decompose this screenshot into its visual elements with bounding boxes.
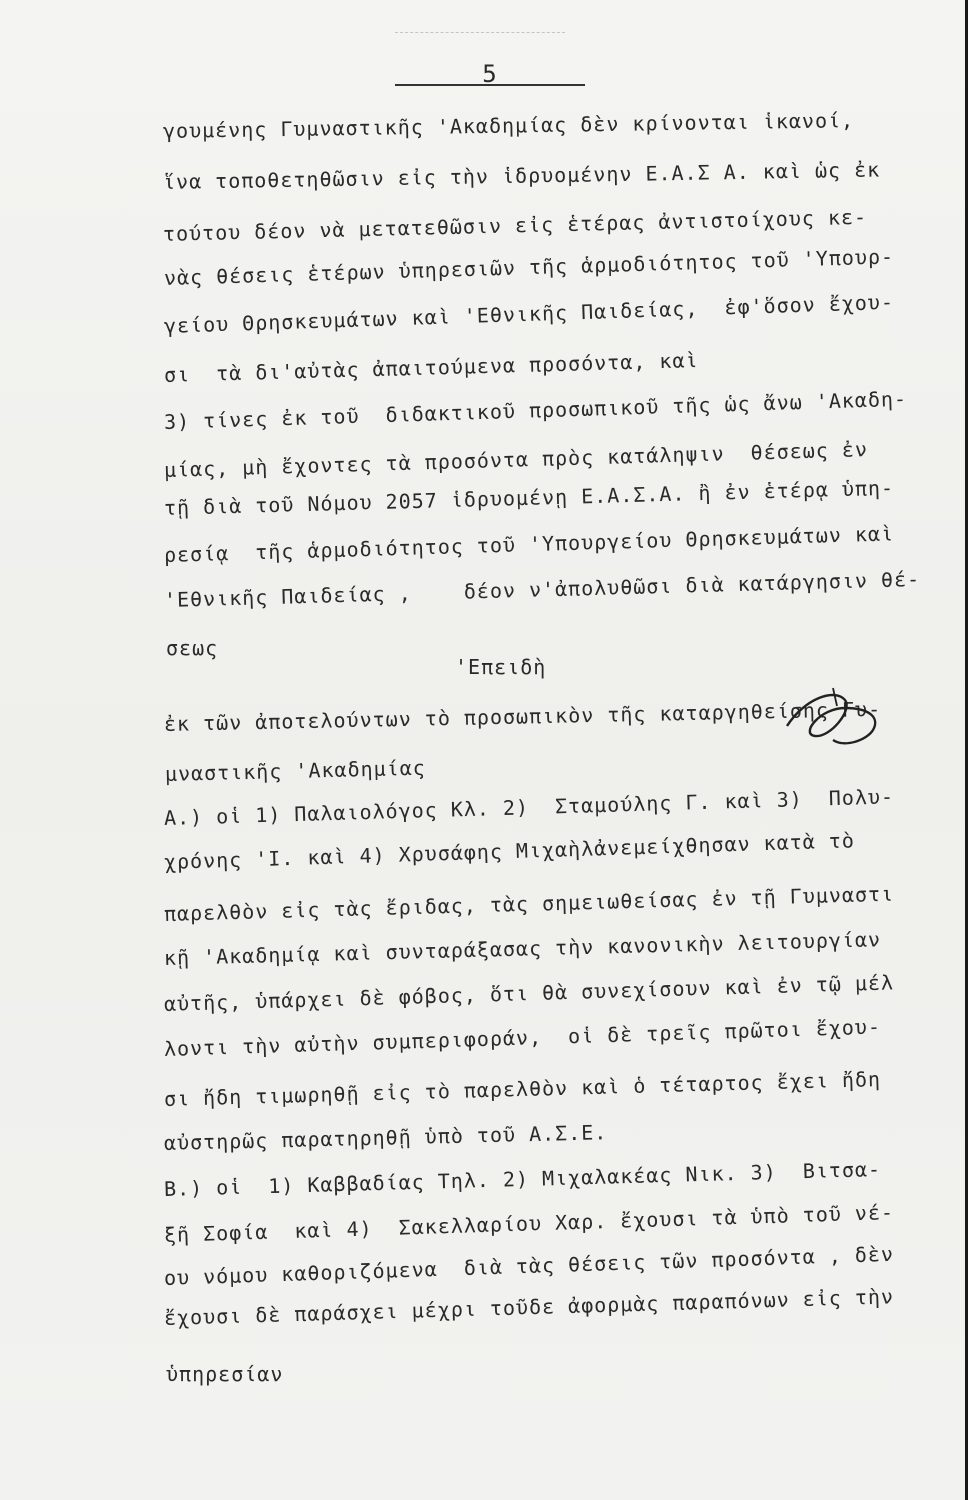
handwritten-signature-mark [775,678,905,758]
text-line: Β.) οἱ 1) Καββαδίας Τηλ. 2) Μιχαλακέας Νικ. 3) Βιτσα- [163,1156,882,1201]
page-number-underline [395,84,585,86]
text-line: αὐτῆς, ὑπάρχει δὲ φόβος, ὅτι θὰ συνεχίσουν καὶ ἐν τῷ μέλ [163,970,895,1016]
text-line: παρελθὸν εἰς τὰς ἔριδας, τὰς σημειωθείσας ἐν τῇ Γυμναστι [163,881,895,926]
text-line: 'Επειδὴ [455,655,547,679]
page-number: 5 [482,60,498,88]
text-line: Α.) οἱ 1) Παλαιολόγος Κλ. 2) Σταμούλης Γ. καὶ 3) Πολυ- [163,784,895,830]
text-line: σι ἤδη τιμωρηθῇ εἰς τὸ παρελθὸν καὶ ὁ τέταρτος ἔχει ἤδη [163,1066,882,1111]
text-line: ἵνα τοποθετηθῶσιν εἰς τὴν ἱδρυομένην Ε.Α.Σ Α. καὶ ὡς ἐκ [162,157,881,194]
text-line: αὐστηρῶς παρατηρηθῇ ὑπὸ τοῦ Α.Σ.Ε. [163,1120,608,1155]
text-line: ἐκ τῶν ἀποτελούντων τὸ προσωπικὸν τῆς καταργηθείσης Γυ- [163,696,882,736]
text-line: μίας, μὴ ἔχοντες τὰ προσόντα πρὸς κατάληψιν θέσεως ἐν [163,437,869,482]
text-line: κῇ 'Ακαδημίᾳ καὶ συνταράξασας τὴν κανονικὴν λειτουργίαν [163,927,882,970]
text-line: ἔχουσι δὲ παράσχει μέχρι τοῦδε ἀφορμὰς παραπόνων εἰς τὴν [163,1284,895,1330]
text-line: ου νόμου καθοριζόμενα διὰ τὰς θέσεις τῶν προσόντα , δὲν [163,1241,895,1290]
text-line: ὑπηρεσίαν [166,1362,284,1386]
text-line: σεως [166,636,219,660]
text-line: μναστικῆς 'Ακαδημίας [164,755,427,786]
text-line: ρεσίᾳ τῆς ἁρμοδιότητος τοῦ 'Υπουργείου Θρησκευμάτων καὶ [163,521,895,567]
text-line: νὰς θέσεις ἑτέρων ὑπηρεσιῶν τῆς ἁρμοδιότητος τοῦ 'Υπουρ- [163,244,895,290]
text-line: τούτου δέον νὰ μετατεθῶσιν εἰς ἑτέρας ἀντιστοίχους κε- [162,204,868,246]
text-line: λοντι τὴν αὐτὴν συμπεριφοράν, οἱ δὲ τρεῖς πρῶτοι ἔχου- [163,1014,882,1061]
text-line: σι τὰ δι'αὐτὰς ἀπαιτούμενα προσόντα, καὶ [163,348,699,387]
text-line: 3) τίνες ἐκ τοῦ διδακτικοῦ προσωπικοῦ τῆς ὡς ἄνω 'Ακαδη- [163,386,908,434]
text-line: τῇ διὰ τοῦ Νόμου 2057 ἱδρυομένῃ Ε.Α.Σ.Α. ἢ ἐν ἑτέρᾳ ὑπη- [163,475,895,520]
header-dashed-rule [395,32,565,33]
text-line: 'Εθνικῆς Παιδείας , δέον ν'ἀπολυθῶσι διὰ κατάργησιν θέ- [163,566,921,612]
text-line: χρόνης 'Ι. καὶ 4) Χρυσάφης Μιχαὴλἀνεμείχθησαν κατὰ τὸ [163,828,856,874]
text-line: γείου Θρησκευμάτων καὶ 'Εθνικῆς Παιδείας, ἐφ'ὅσον ἔχου- [163,289,895,338]
text-line: ξῆ Σοφία καὶ 4) Σακελλαρίου Χαρ. ἔχουσι τὰ ὑπὸ τοῦ νέ- [163,1200,895,1247]
text-line: γουμένης Γυμναστικῆς 'Ακαδημίας δὲν κρίνονται ἱκανοί, [162,108,855,143]
